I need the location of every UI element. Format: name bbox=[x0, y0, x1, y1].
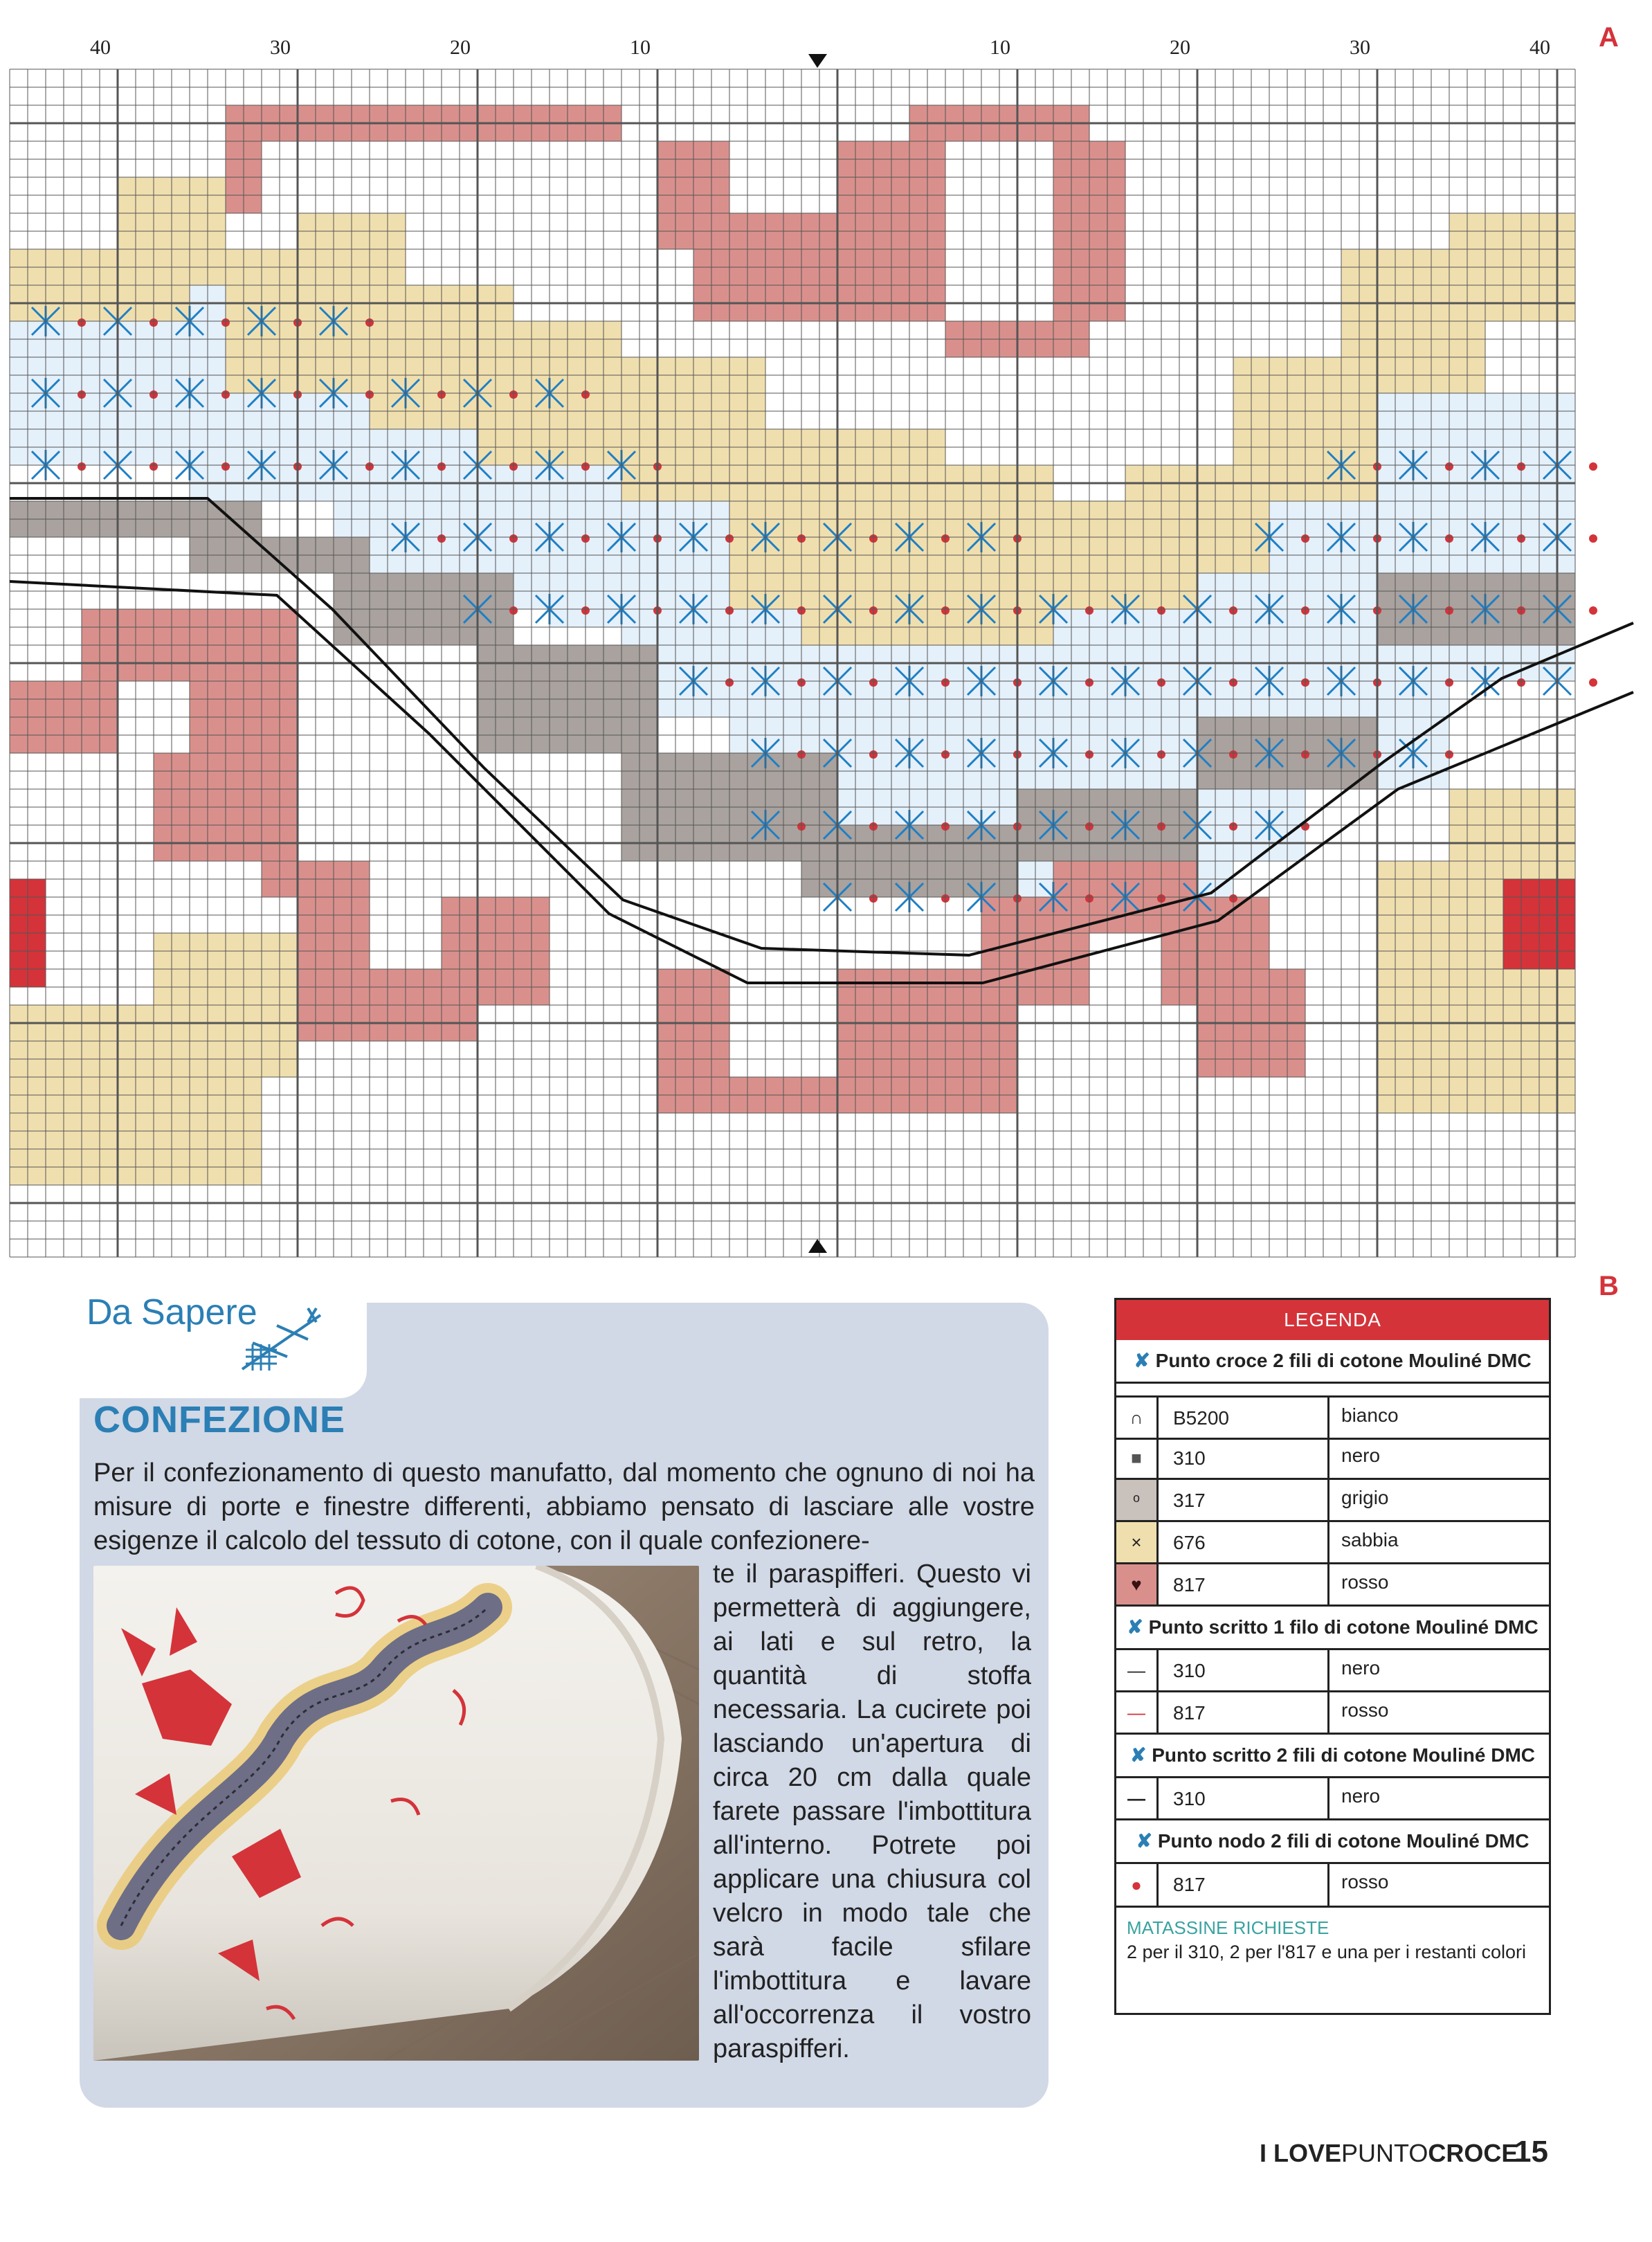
red-knot-dot bbox=[1589, 606, 1597, 615]
legend-section-label: Punto scritto 2 fili di cotone Mouliné DMC bbox=[1152, 1744, 1535, 1766]
tab-title-light: Da bbox=[87, 1292, 131, 1332]
legend-divider bbox=[1327, 1398, 1329, 1438]
legend-header: LEGENDA bbox=[1116, 1300, 1549, 1340]
red-knot-dot bbox=[1589, 462, 1597, 471]
finished-project-photo bbox=[93, 1566, 699, 2061]
scale-label: 40 bbox=[90, 36, 111, 59]
legend-row bbox=[1116, 1564, 1549, 1607]
section-letter-a: A bbox=[1599, 22, 1619, 53]
legend-symbol-red-line-icon: — bbox=[1116, 1692, 1159, 1733]
legend-section-label: Punto croce 2 fili di cotone Mouliné DMC bbox=[1155, 1350, 1532, 1371]
legend-color-name: rosso bbox=[1341, 1871, 1389, 1892]
legend-divider bbox=[1327, 1692, 1329, 1733]
legend-divider bbox=[1327, 1522, 1329, 1562]
legend-row bbox=[1116, 1650, 1549, 1692]
scale-label: 20 bbox=[1170, 36, 1190, 59]
legend-table bbox=[1114, 1298, 1551, 2015]
legend-divider bbox=[1327, 1438, 1329, 1478]
legend-code: 310 bbox=[1173, 1447, 1206, 1469]
section-letter-b: B bbox=[1599, 1271, 1619, 1301]
legend-symbol-white-icon: ∩ bbox=[1116, 1398, 1159, 1438]
scale-label: 30 bbox=[1350, 36, 1370, 59]
legend-symbol-heart-icon: ♥ bbox=[1116, 1564, 1159, 1604]
legend-section-label: Punto nodo 2 fili di cotone Mouliné DMC bbox=[1157, 1830, 1530, 1852]
confezione-text-top: Per il confezionamento di questo manufatto, dal momento che ognuno di noi ha misure di porte e finestre differenti, abbiamo pensato di lasciare alle vostre esigenze il calcolo del tessuto di cotone, con il quale confezionere- bbox=[93, 1458, 1035, 1555]
matassine-text: 2 per il 310, 2 per l'817 e una per i restanti colori bbox=[1127, 1942, 1526, 1962]
scale-label: 10 bbox=[630, 36, 651, 59]
legend-code: 676 bbox=[1173, 1532, 1206, 1553]
legend-row bbox=[1116, 1778, 1549, 1820]
legend-row bbox=[1116, 1395, 1549, 1440]
legend-row bbox=[1116, 1480, 1549, 1522]
legend-code: 310 bbox=[1173, 1788, 1206, 1809]
legend-section-label: Punto scritto 1 filo di cotone Mouliné DMC bbox=[1148, 1616, 1538, 1638]
legend-code: 310 bbox=[1173, 1660, 1206, 1681]
center-marker-top bbox=[808, 54, 827, 68]
matassine-title: MATASSINE RICHIESTE bbox=[1127, 1917, 1329, 1938]
scale-label: 10 bbox=[990, 36, 1010, 59]
confezione-heading: CONFEZIONE bbox=[93, 1399, 346, 1440]
legend-section-title bbox=[1116, 1340, 1549, 1384]
legend-row bbox=[1116, 1522, 1549, 1564]
page-number: 15 bbox=[1514, 2135, 1548, 2169]
magazine-brand bbox=[1260, 2139, 1518, 2168]
tab-title-bold: Sapere bbox=[140, 1292, 257, 1332]
legend-color-name: bianco bbox=[1341, 1404, 1399, 1426]
legend-code: 817 bbox=[1173, 1574, 1206, 1595]
cross-mark-icon: ✘ bbox=[1136, 1830, 1158, 1852]
legend-symbol-black-thick-line-icon: — bbox=[1116, 1778, 1159, 1818]
legend-code: 817 bbox=[1173, 1702, 1206, 1724]
legend-row bbox=[1116, 1864, 1549, 1908]
brand-croce: CROCE bbox=[1428, 2139, 1518, 2167]
legend-symbol-red-dot-icon: ● bbox=[1116, 1864, 1159, 1906]
legend-section-title bbox=[1116, 1735, 1549, 1778]
cross-mark-icon: ✘ bbox=[1129, 1744, 1152, 1766]
legend-symbol-grey-icon: ᵒ bbox=[1116, 1480, 1159, 1520]
legend-symbol-black-square-icon: ■ bbox=[1116, 1438, 1159, 1478]
info-tab-title bbox=[87, 1292, 257, 1333]
legend-divider bbox=[1327, 1778, 1329, 1818]
legend-symbol-black-line-icon: — bbox=[1116, 1650, 1159, 1690]
legend-color-name: sabbia bbox=[1341, 1529, 1399, 1551]
legend-code: B5200 bbox=[1173, 1407, 1229, 1429]
scale-label: 20 bbox=[450, 36, 471, 59]
legend-row bbox=[1116, 1692, 1549, 1735]
red-knot-dot bbox=[1589, 534, 1597, 543]
brand-love: LOVE bbox=[1273, 2139, 1342, 2167]
legend-color-name: grigio bbox=[1341, 1487, 1389, 1508]
cross-mark-icon: ✘ bbox=[1127, 1616, 1149, 1638]
legend-divider bbox=[1327, 1480, 1329, 1520]
legend-code: 817 bbox=[1173, 1874, 1206, 1895]
red-knot-dot bbox=[1589, 678, 1597, 687]
legend-color-name: rosso bbox=[1341, 1571, 1389, 1593]
confezione-text-side: te il paraspifferi. Questo vi permetterà di aggiungere, ai lati e sul retro, la quantità di stoffa necessaria. La cucirete poi lasciando un'apertura di circa 20 cm dalla quale farete passare l'imbottitura all'interno. Potrete poi applicare una chiusura col velcro in modo tale che sarà facile sfilare l'imbottitura e lavare all'occorrenza il vostro paraspifferi. bbox=[713, 1560, 1031, 2063]
legend-divider bbox=[1327, 1650, 1329, 1690]
legend-color-name: nero bbox=[1341, 1785, 1381, 1807]
legend-divider bbox=[1327, 1864, 1329, 1906]
legend-color-name: nero bbox=[1341, 1445, 1381, 1466]
cross-stitch-icon bbox=[239, 1301, 329, 1377]
legend-row bbox=[1116, 1438, 1549, 1480]
legend-color-name: nero bbox=[1341, 1657, 1381, 1679]
legend-section-title bbox=[1116, 1607, 1549, 1650]
legend-divider bbox=[1327, 1564, 1329, 1604]
legend-color-name: rosso bbox=[1341, 1699, 1389, 1721]
legend-symbol-sand-cross-icon: × bbox=[1116, 1522, 1159, 1562]
brand-punto: PUNTO bbox=[1341, 2139, 1428, 2167]
legend-section-title bbox=[1116, 1820, 1549, 1864]
scale-label: 30 bbox=[270, 36, 291, 59]
brand-i: I bbox=[1260, 2139, 1267, 2167]
legend-code: 317 bbox=[1173, 1490, 1206, 1511]
cross-mark-icon: ✘ bbox=[1134, 1350, 1156, 1371]
scale-label: 40 bbox=[1530, 36, 1550, 59]
